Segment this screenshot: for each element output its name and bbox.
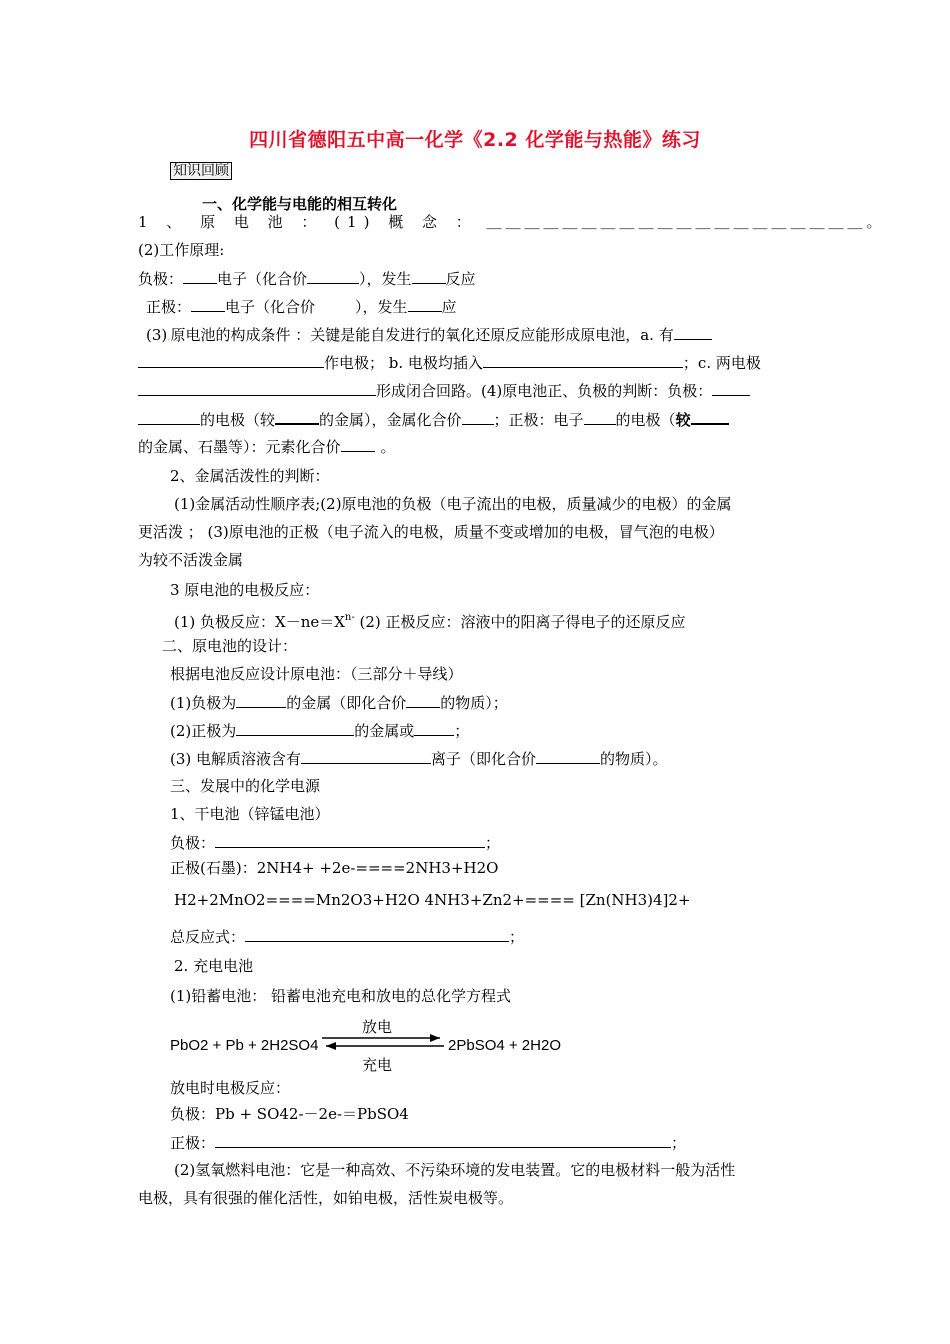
- lead-negative: 负极：Pb + SO42-－2e-＝PbSO4: [170, 1105, 409, 1123]
- total-reaction: 总反应式： ；: [170, 928, 525, 946]
- lead-acid-intro: (1)铅蓄电池： 铅蓄电池充电和放电的总化学方程式: [170, 987, 512, 1005]
- electrode-heading: 3 原电池的电极反应：: [170, 581, 320, 599]
- design-intro: 根据电池反应设计原电池：（三部分＋导线）: [170, 665, 463, 683]
- activity-heading: 2、金属活泼性的判断：: [170, 467, 330, 485]
- lead-acid-equation: PbO2 + Pb + 2H2SO4 放电 充电 2PbSO4 + 2H2O: [170, 1018, 561, 1074]
- rechargeable-heading: 2. 充电电池: [174, 957, 254, 975]
- activity-line-1: (1)金属活动性顺序表;(2)原电池的负极（电子流出的电极，质量减少的电极）的金属: [174, 495, 732, 513]
- dry-cell-heading: 1、干电池（锌锰电池）: [170, 805, 330, 823]
- activity-line-3: 为较不活泼金属: [138, 551, 244, 569]
- electrode-reactions: (1) 负极反应：$X-ne=X^{n-}$ (2) 正极反应：溶液中的阳离子得电子的还原反应: [174, 612, 686, 631]
- item-1-line: 1 、 原 电 池 ： (1) 概 念 ： ＿＿＿＿＿＿＿＿＿＿＿＿＿＿＿＿＿＿＿＿。: [138, 213, 886, 231]
- knowledge-review-box: 知识回顾: [170, 162, 232, 180]
- conditions-line-4: 的电极（较 的金属），金属化合价 ；正极：电子 的电极（较: [138, 408, 729, 430]
- positive-line: 正极： 电子（化合价 ），发生 应: [146, 298, 457, 316]
- design-2: (2)正极为 的金属或 ；: [170, 722, 470, 740]
- heading-1: 一、化学能与电能的相互转化: [202, 195, 398, 213]
- design-1: (1)负极为 的金属（即化合价 的物质）；: [170, 694, 508, 712]
- conditions-line-3: 形成闭合回路。(4)原电池正、负极的判断：负极：: [138, 380, 750, 401]
- conditions-line-5: 的金属、石墨等）：元素化合价 。: [138, 438, 396, 456]
- negative-line: 负极： 电子（化合价 ），发生 反应: [138, 270, 476, 288]
- activity-line-2: 更活泼 ； (3)原电池的正极（电子流入的电极，质量不变或增加的电极，冒气泡的电极）: [138, 523, 724, 541]
- working-principle: (2)工作原理:: [138, 241, 225, 259]
- dry-cell-negative: 负极： ；: [170, 834, 501, 852]
- reversible-arrows: [322, 1034, 444, 1050]
- fuel-cell-line-1: (2)氢氧燃料电池：它是一种高效、不污染环境的发电装置。它的电极材料一般为活性: [174, 1161, 736, 1179]
- dry-cell-positive: 正极(石墨)：2NH4+ +2e-====2NH3+H2O: [170, 859, 499, 877]
- conditions-line-1: (3).原电池的构成条件 ：关键是能自发进行的氧化还原反应能形成原电池，a. 有: [146, 324, 712, 348]
- fuel-cell-line-2: 电极，具有很强的催化活性，如铂电极，活性炭电极等。: [138, 1189, 514, 1207]
- lead-positive: 正极： ；: [170, 1134, 687, 1152]
- heading-3: 三、发展中的化学电源: [170, 777, 321, 795]
- heading-2: 二、原电池的设计：: [162, 637, 298, 655]
- conditions-line-2: 作电极； b. 电极均插入 ；c. 两电极: [138, 352, 761, 373]
- dry-cell-equations: H2+2MnO2====Mn2O3+H2O 4NH3+Zn2+==== [Zn(NH3)4]2+: [174, 891, 691, 909]
- discharge-heading: 放电时电极反应：: [170, 1079, 291, 1097]
- page-title: 四川省德阳五中高一化学《2.2 化学能与热能》练习: [249, 129, 701, 151]
- design-3: (3) 电解质溶液含有 离子（即化合价 的物质）。: [170, 750, 668, 768]
